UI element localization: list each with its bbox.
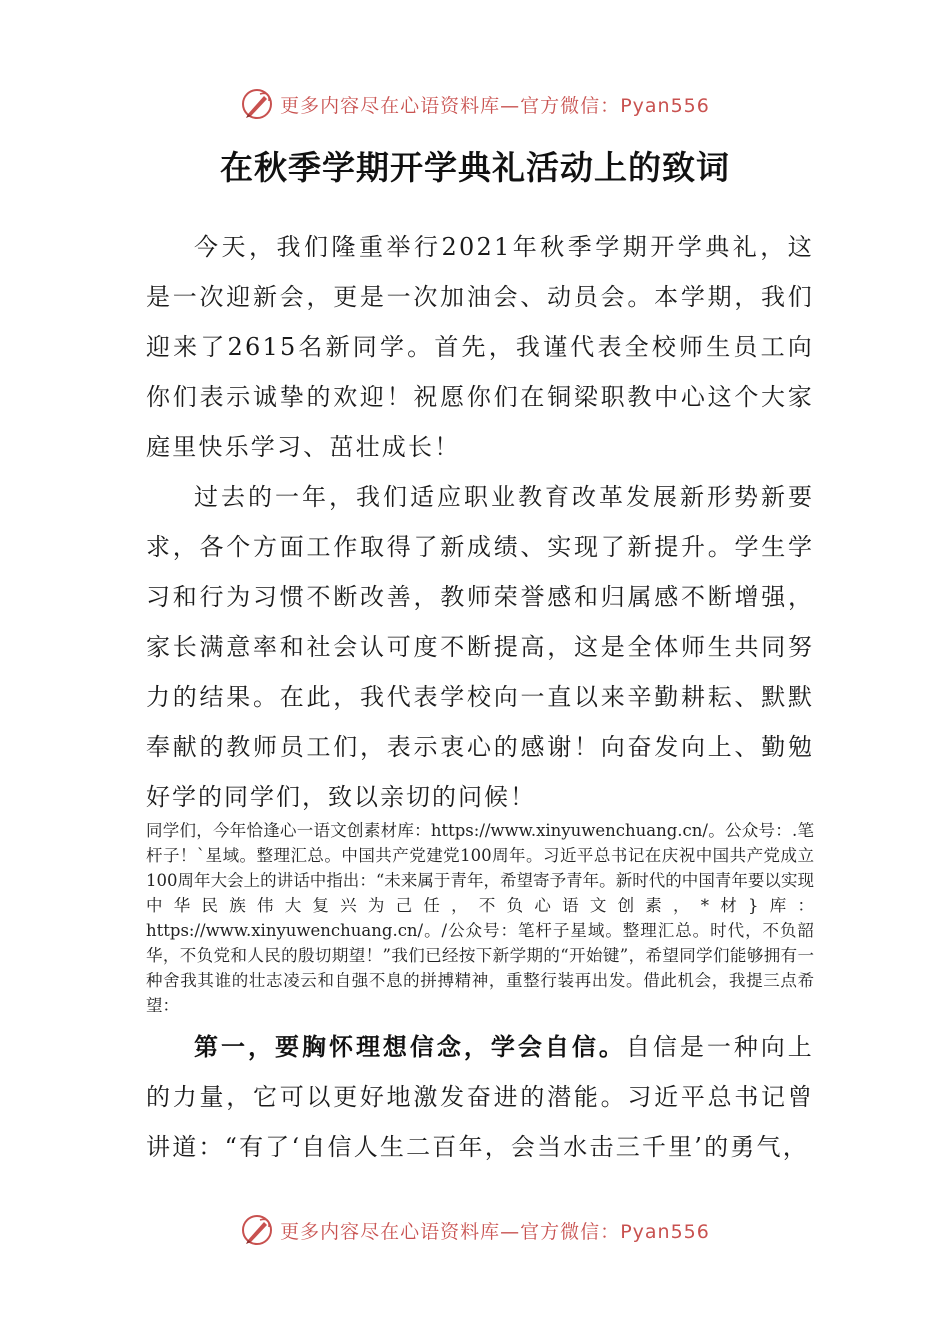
watermark-wechat-id: Pyan556 (620, 94, 710, 117)
document-title: 在秋季学期开学典礼活动上的致词 (220, 148, 730, 187)
inserted-small-text: 同学们，今年恰逢心一语文创素材库：https://www.xinyuwenchuang.cn/。公众号：.笔杆子！`星域。整理汇总。中国共产党建党100周年。习近平总书记在庆祝中国共产党成立100周年大会上的讲话中指出：“未来属于青年，希望寄予青年。新时代的中国青年要以实现中华民族伟大复兴为己任，不负心语文创素，*材}库：https://www.xinyuwenchuang.cn/。/公众号：笔杆子星域。整理汇总。时代，不负韶华，不负党和人民的殷切期望！”我们已经按下新学期的“开始键”，希望同学们能够拥有一种舍我其谁的壮志凌云和自强不息的拼搏精神，重整行装再出发。借此机会，我提三点希望： (146, 821, 814, 1015)
pen-quill-icon (240, 1213, 274, 1247)
paragraph-2: 过去的一年，我们适应职业教育改革发展新形势新要求，各个方面工作取得了新成绩、实现了新提升。学生学习和行为习惯不断改善，教师荣誉感和归属感不断增强，家长满意率和社会认可度不断提高，这是全体师生共同努力的结果。在此，我代表学校向一直以来辛勤耕耘、默默奉献的教师员工们，表示衷心的感谢！向奋发向上、勤勉好学的同学们，致以亲切的问候！ (146, 483, 814, 811)
watermark-wechat-id-footer: Pyan556 (620, 1220, 710, 1243)
watermark-wechat-label-footer: 官方微信： (520, 1220, 621, 1243)
watermark-separator: — (500, 94, 521, 117)
paragraph-1: 今天，我们隆重举行2021年秋季学期开学典礼，这是一次迎新会，更是一次加油会、动员会。本学期，我们迎来了2615名新同学。首先，我谨代表全校师生员工向你们表示诚挚的欢迎！祝愿你们在铜梁职教中心这个大家庭里快乐学习、茁壮成长！ (146, 233, 814, 461)
watermark-header (0, 82, 950, 126)
watermark-text-footer (280, 1217, 710, 1244)
point-one-container (146, 1022, 814, 1172)
watermark-wechat-label: 官方微信： (520, 94, 621, 117)
watermark-brand: 更多内容尽在心语资料库 (280, 94, 501, 117)
point-one-lead: 第一，要胸怀理想信念，学会自信。 (194, 1032, 626, 1061)
watermark-brand-footer: 更多内容尽在心语资料库 (280, 1220, 501, 1243)
watermark-separator-footer: — (500, 1220, 521, 1243)
paragraph-2-container (146, 472, 814, 822)
pen-quill-icon (240, 87, 274, 121)
paragraph-1-container (146, 222, 814, 472)
point-one-text: 自信是一种向上的力量，它可以更好地激发奋进的潜能。习近平总书记曾讲道：“有了‘自信人生二百年，会当水击三千里’的勇气， (146, 1033, 815, 1161)
watermark-footer (0, 1208, 950, 1252)
point-one-paragraph (146, 1022, 814, 1172)
watermark-text (280, 91, 710, 118)
